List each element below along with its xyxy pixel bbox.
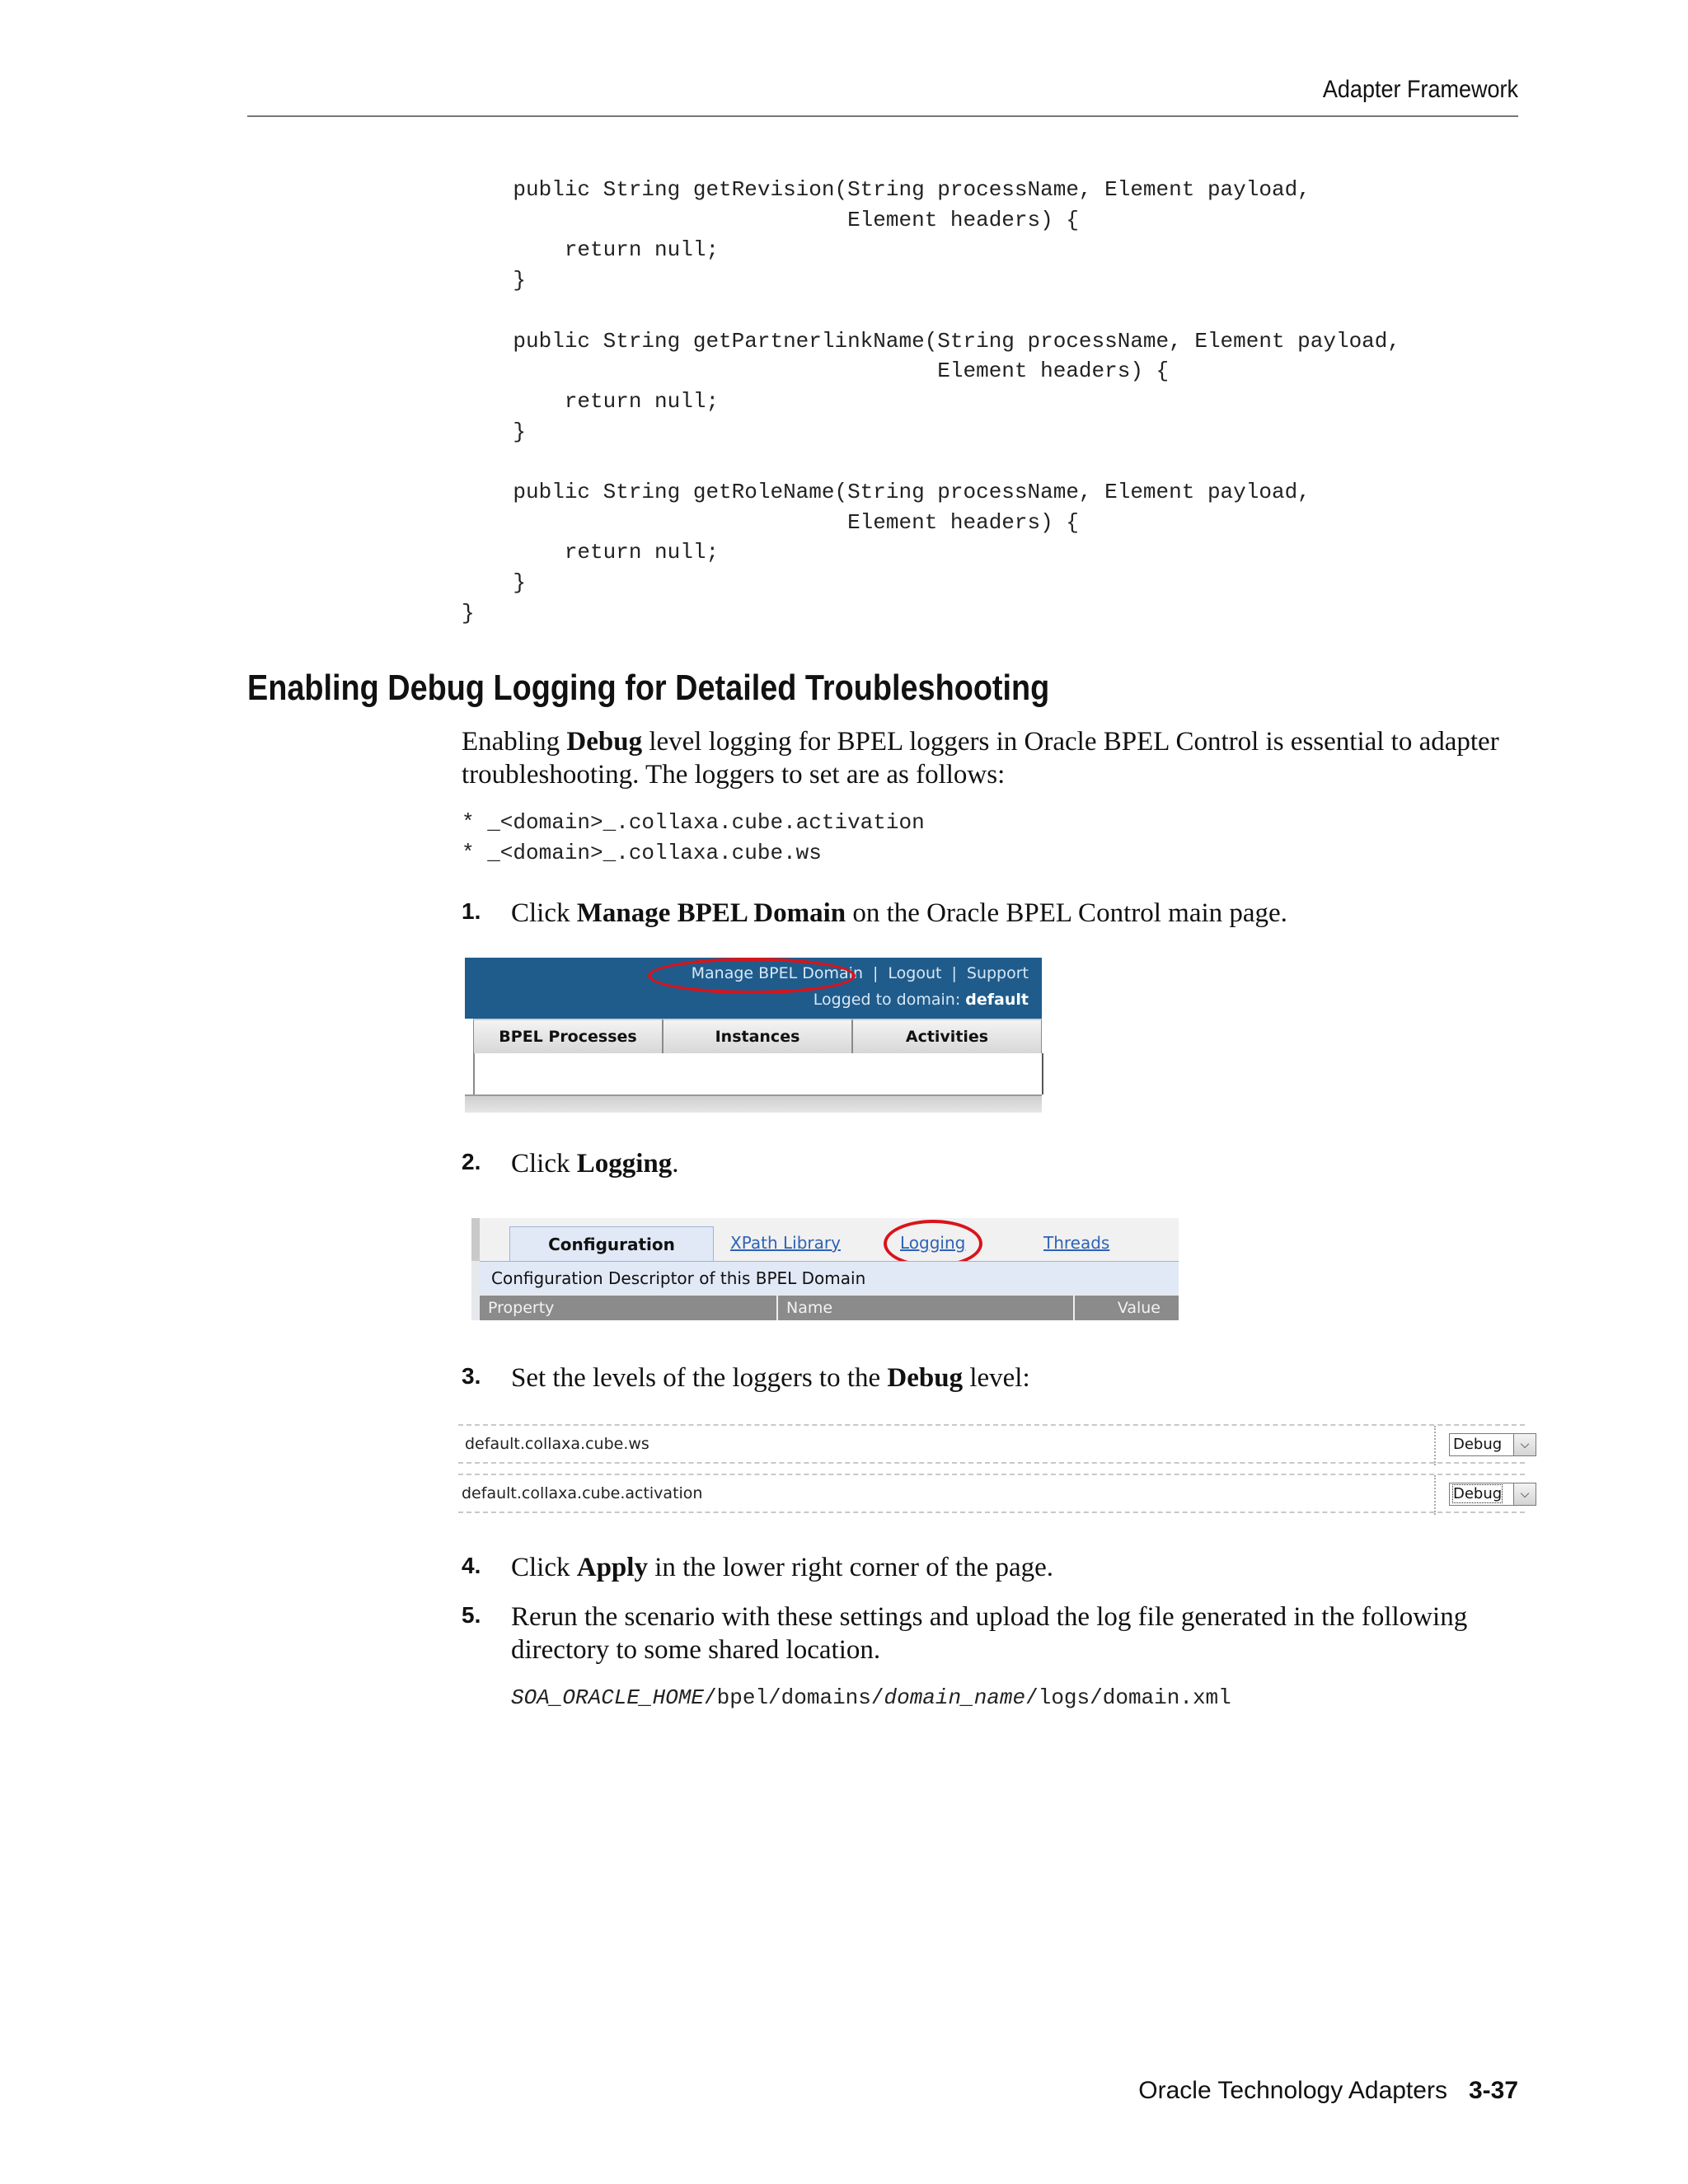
column-divider bbox=[1434, 1475, 1437, 1515]
manage-bpel-domain-link[interactable]: Manage BPEL Domain bbox=[691, 964, 864, 982]
selected-level: Debug bbox=[1453, 1436, 1503, 1453]
page-number: 3-37 bbox=[1468, 2077, 1518, 2104]
step-text: Rerun the scenario with these settings and upload the log file generated in the following directory to some shared location. bbox=[511, 1602, 1468, 1665]
step-text: Click Logging. bbox=[511, 1149, 679, 1179]
step-number: 2. bbox=[462, 1149, 481, 1174]
domain-configuration-screenshot bbox=[471, 1218, 1179, 1320]
logout-link[interactable]: Logout bbox=[888, 964, 942, 982]
chevron-down-icon[interactable]: ⌵ bbox=[1513, 1434, 1536, 1455]
logger-levels-screenshot bbox=[458, 1424, 1530, 1525]
step-text: Click Apply in the lower right corner of the page. bbox=[511, 1553, 1054, 1582]
link-separator: | bbox=[951, 964, 957, 982]
tab-content-area bbox=[473, 1053, 1043, 1094]
logger-list: * _<domain>_.collaxa.cube.activation * _<domain>_.collaxa.cube.ws bbox=[462, 810, 925, 865]
log-file-path: SOA_ORACLE_HOME/bpel/domains/domain_name/logs/domain.xml bbox=[511, 1685, 1231, 1710]
highlight-circle bbox=[648, 958, 856, 994]
intro-paragraph bbox=[462, 725, 1525, 791]
footer-title: Oracle Technology Adapters bbox=[1138, 2077, 1447, 2104]
chevron-down-icon[interactable]: ⌵ bbox=[1513, 1483, 1536, 1505]
step-number: 5. bbox=[462, 1602, 481, 1628]
logger-name: default.collaxa.cube.activation bbox=[462, 1484, 703, 1502]
log-level-select[interactable] bbox=[1449, 1433, 1536, 1456]
page-footer bbox=[824, 2077, 1518, 2105]
column-value: Value bbox=[1117, 1299, 1160, 1317]
tab-logging[interactable]: Logging bbox=[900, 1233, 966, 1253]
bpel-control-header-screenshot bbox=[465, 958, 1042, 1111]
bottom-strip bbox=[465, 1094, 1042, 1113]
column-name: Name bbox=[778, 1296, 1075, 1320]
support-link[interactable]: Support bbox=[966, 964, 1029, 982]
config-description: Configuration Descriptor of this BPEL Domain bbox=[480, 1261, 1179, 1294]
step-number: 4. bbox=[462, 1553, 481, 1578]
table-header bbox=[480, 1296, 1179, 1320]
tab-xpath-library[interactable]: XPath Library bbox=[730, 1233, 841, 1253]
link-separator: | bbox=[873, 964, 879, 982]
selected-level: Debug bbox=[1453, 1485, 1503, 1502]
logger-name: default.collaxa.cube.ws bbox=[465, 1435, 649, 1453]
tab-threads[interactable]: Threads bbox=[1043, 1233, 1110, 1253]
step-text: Click Manage BPEL Domain on the Oracle BPEL Control main page. bbox=[511, 898, 1287, 928]
step-number: 3. bbox=[462, 1363, 481, 1389]
column-divider bbox=[1434, 1426, 1437, 1465]
table-row bbox=[458, 1424, 1530, 1464]
main-tabs bbox=[473, 1019, 1042, 1053]
logged-domain-text: Logged to domain: default bbox=[813, 991, 1029, 1009]
log-level-select[interactable] bbox=[1449, 1483, 1536, 1506]
intro-text-end: level logging for BPEL loggers in Oracle BPEL Control is essential to adapter troubleshooting. The loggers to set are as follows: bbox=[462, 727, 1499, 790]
step-text: Set the levels of the loggers to the Debug level: bbox=[511, 1363, 1030, 1393]
section-heading: Enabling Debug Logging for Detailed Troubleshooting bbox=[247, 668, 1050, 708]
running-header: Adapter Framework bbox=[1322, 76, 1518, 103]
intro-text-start: Enabling bbox=[462, 727, 567, 757]
column-property: Property bbox=[480, 1296, 778, 1320]
tab-bpel-processes[interactable]: BPEL Processes bbox=[473, 1019, 663, 1054]
header-rule bbox=[247, 115, 1518, 117]
code-block: public String getRevision(String processName, Element payload, Element headers) { return null; } public String getPartnerlinkName(String processName, Element payload, Element headers) { return null; } public String getRoleName(String processName, Element payload, Element headers) { return null; } } bbox=[462, 177, 1400, 626]
step-number: 1. bbox=[462, 898, 481, 924]
tab-activities[interactable]: Activities bbox=[852, 1019, 1042, 1054]
table-row bbox=[458, 1474, 1530, 1513]
tab-configuration[interactable]: Configuration bbox=[509, 1226, 714, 1262]
tab-instances[interactable]: Instances bbox=[663, 1019, 852, 1054]
domain-name: default bbox=[965, 991, 1029, 1009]
intro-bold-debug: Debug bbox=[566, 727, 643, 757]
